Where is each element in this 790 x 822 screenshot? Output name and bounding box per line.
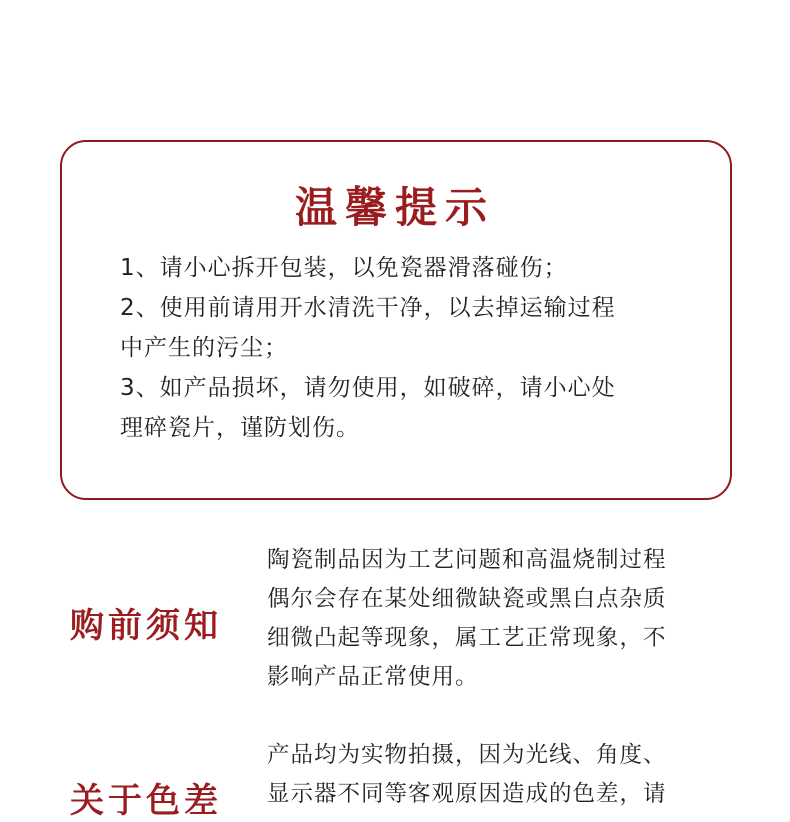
tips-title: 温馨提示 [294,183,495,232]
section-label-color-difference: 关于色差 [70,781,222,821]
tip-line: 理碎瓷片，谨防划伤。 [120,415,360,441]
section-text-color-difference [267,736,737,814]
paragraph-line: 偶尔会存在某处细微缺瓷或黑白点杂质 [267,586,667,612]
paragraph-line: 细微凸起等现象，属工艺正常现象，不 [267,625,667,651]
section-text-purchase-notice [267,541,737,697]
paragraph-line: 产品均为实物拍摄，因为光线、角度、 [267,742,667,768]
tip-line: 3、如产品损坏，请勿使用，如破碎，请小心处 [120,375,616,401]
section-label-purchase-notice: 购前须知 [70,606,222,646]
tip-line: 2、使用前请用开水清洗干净，以去掉运输过程 [120,295,616,321]
tips-list [120,248,720,448]
paragraph-line: 显示器不同等客观原因造成的色差，请 [267,781,667,807]
paragraph-line: 影响产品正常使用。 [267,664,479,690]
tip-line: 1、请小心拆开包装，以免瓷器滑落碰伤； [120,255,568,281]
tip-line: 中产生的污尘； [120,335,288,361]
paragraph-line: 陶瓷制品因为工艺问题和高温烧制过程 [267,547,667,573]
